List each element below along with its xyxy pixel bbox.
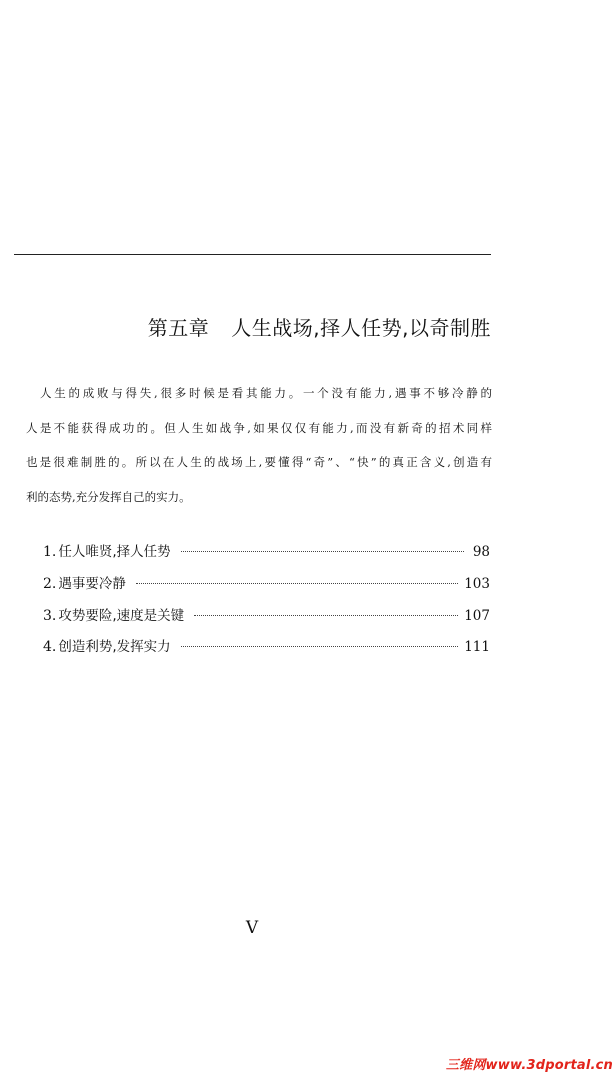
toc-entry-page: 107 [464, 607, 490, 624]
table-of-contents [43, 540, 490, 667]
header-rule [14, 254, 491, 255]
toc-dot-leader [181, 646, 459, 647]
toc-entry[interactable] [43, 572, 490, 604]
intro-line: 人生的成败与得失,很多时候是看其能力。一个没有能力,遇事不够冷静的 [40, 386, 492, 400]
chapter-heading [100, 312, 491, 341]
toc-entry-title: 攻势要险,速度是关键 [58, 607, 185, 624]
toc-dot-leader [194, 615, 458, 616]
chapter-intro [26, 384, 492, 522]
intro-line: 也是很难制胜的。所以在人生的战场上,要懂得“奇”、“快”的真正含义,创造有 [26, 455, 492, 470]
toc-entry[interactable] [43, 604, 490, 636]
toc-entry-title: 创造利势,发挥实力 [58, 639, 171, 656]
toc-dot-leader [136, 583, 458, 584]
toc-entry-title: 遇事要冷静 [58, 575, 126, 592]
chapter-title: 人生战场,择人任势,以奇制胜 [231, 316, 491, 340]
toc-dot-leader [181, 551, 464, 552]
toc-entry-page: 111 [464, 639, 490, 656]
toc-entry-page: 98 [472, 544, 490, 560]
chapter-label: 第五章 [147, 316, 210, 340]
toc-entry[interactable] [43, 540, 490, 572]
intro-line: 利的态势,充分发挥自己的实力。 [26, 489, 191, 504]
watermark-logo: 三维网www.3dportal.cn [445, 1057, 613, 1073]
toc-entry-number: 2. [43, 575, 57, 592]
intro-line: 人是不能获得成功的。但人生如战争,如果仅仅有能力,而没有新奇的招术同样 [26, 420, 492, 435]
toc-entry-number: 3. [43, 607, 57, 624]
page-number: V [245, 918, 259, 938]
toc-entry-number: 4. [43, 639, 57, 656]
toc-entry-number: 1. [43, 544, 57, 560]
toc-entry-page: 103 [464, 575, 490, 592]
toc-entry[interactable] [43, 635, 490, 667]
toc-entry-title: 任人唯贤,择人任势 [58, 544, 171, 560]
